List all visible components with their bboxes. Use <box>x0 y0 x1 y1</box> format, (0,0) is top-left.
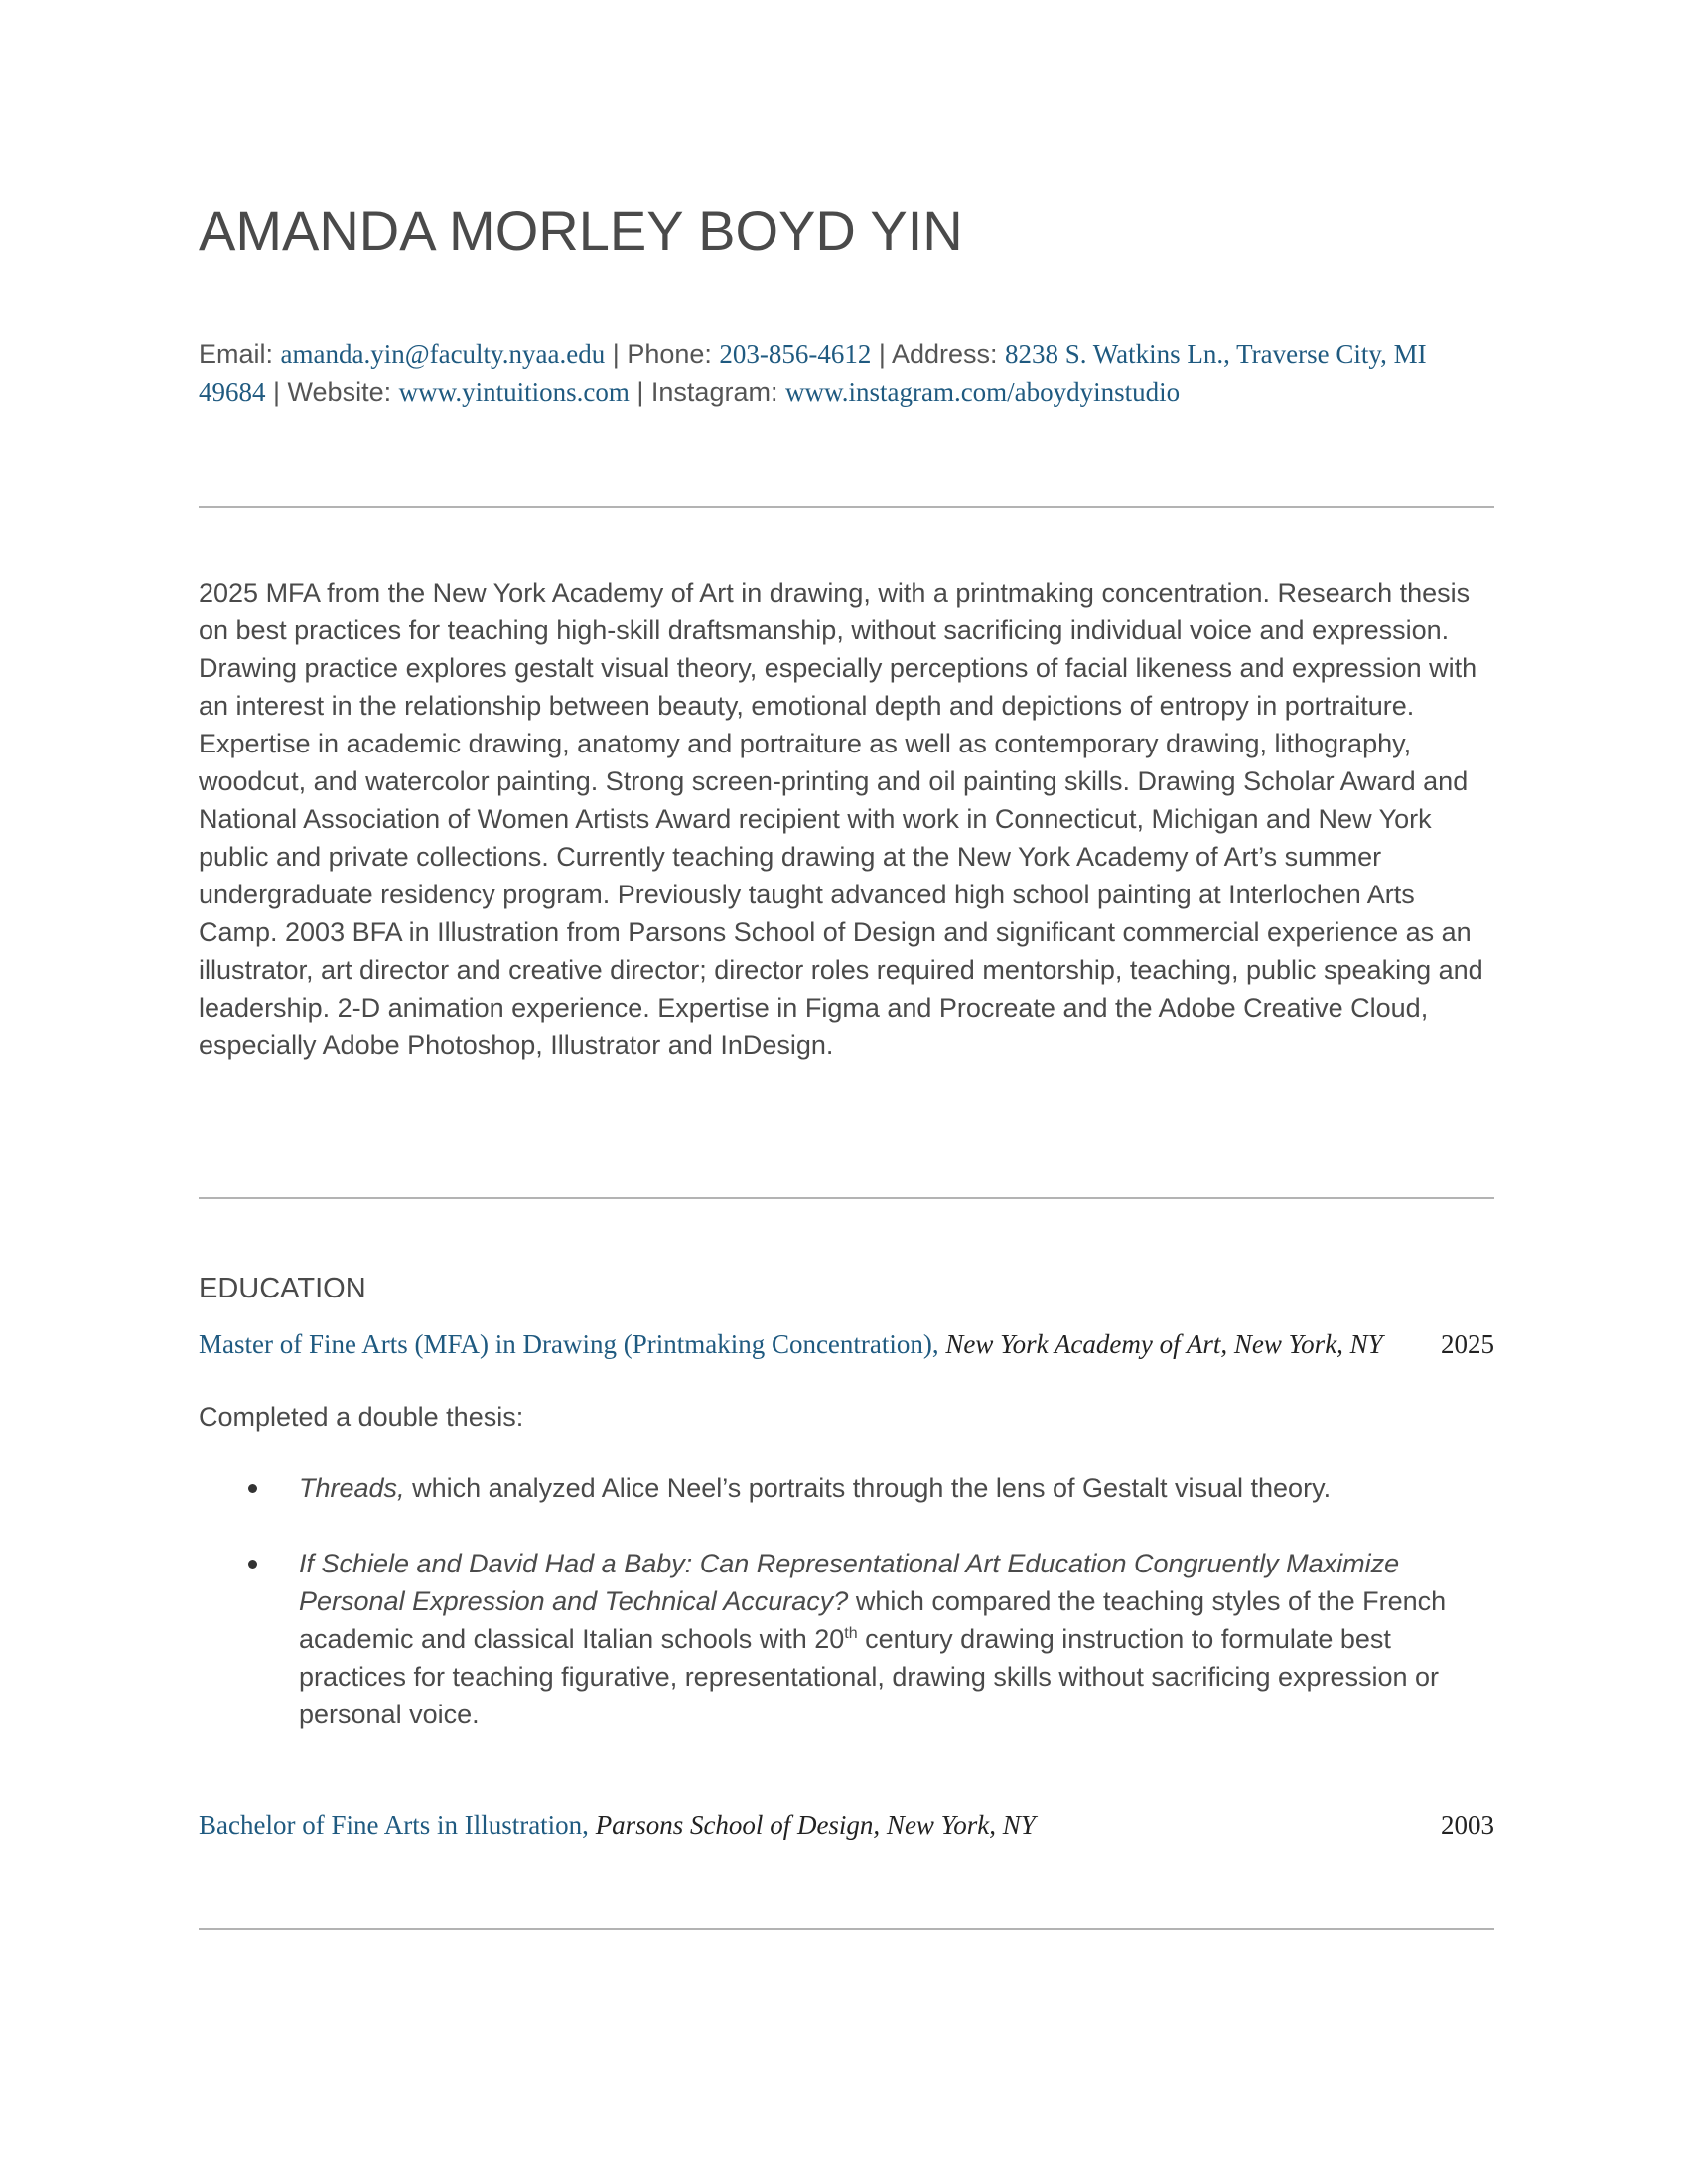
contact-info <box>199 336 1499 411</box>
address-link[interactable]: 8238 S. Watkins Ln., Traverse City, MI 49684 <box>199 340 1427 407</box>
separator: | <box>273 377 281 407</box>
email-link[interactable]: amanda.yin@faculty.nyaa.edu <box>280 340 606 369</box>
mfa-year: 2025 <box>1441 1329 1494 1359</box>
list-item <box>199 1469 1499 1507</box>
bfa-year: 2003 <box>1441 1810 1494 1840</box>
phone-link[interactable]: 203-856-4612 <box>719 340 872 369</box>
divider-2 <box>199 1197 1494 1199</box>
summary-paragraph: 2025 MFA from the New York Academy of Art in drawing, with a printmaking concentration. Research thesis on best practices for teaching high-skill draftsmanship, without sacrificing individual voice and expression. Drawing practice explores gestalt visual theory, especially perceptions of facial likeness and expression with an interest in the relationship between beauty, emotional depth and depictions of entropy in portraiture. Expertise in academic drawing, anatomy and portraiture as well as contemporary drawing, lithography, woodcut, and watercolor painting. Strong screen-printing and oil painting skills. Drawing Scholar Award and National Association of Women Artists Award recipient with work in Connecticut, Michigan and New York public and private collections. Currently teaching drawing at the New York Academy of Art’s summer undergraduate residency program. Previously taught advanced high school painting at Interlochen Arts Camp. 2003 BFA in Illustration from Parsons School of Design and significant commercial experience as an illustrator, art director and creative director; director roles required mentorship, teaching, public speaking and leadership. 2-D animation experience. Expertise in Figma and Procreate and the Adobe Creative Cloud, especially Adobe Photoshop, Illustrator and InDesign. <box>199 578 1483 1060</box>
thesis-description: which analyzed Alice Neel’s portraits through the lens of Gestalt visual theory. <box>412 1473 1332 1503</box>
mfa-institution: New York Academy of Art, New York, NY <box>945 1329 1383 1359</box>
mfa-degree: Master of Fine Arts (MFA) in Drawing (Printmaking Concentration), <box>199 1329 939 1359</box>
thesis-description-cont: century drawing instruction to formulate best practices for teaching figurative, representational, drawing skills without sacrificing expression or personal voice. <box>299 1624 1440 1729</box>
mfa-entry <box>199 1324 1494 1364</box>
website-label: Website: <box>287 377 392 407</box>
divider-3 <box>199 1928 1494 1930</box>
email-label: Email: <box>199 340 274 369</box>
thesis-description: which compared the teaching styles of the French academic and classical Italian schools with 20 <box>299 1586 1447 1654</box>
separator: | <box>878 340 886 369</box>
thesis-intro: Completed a double thesis: <box>199 1402 524 1432</box>
bfa-degree: Bachelor of Fine Arts in Illustration, <box>199 1810 589 1840</box>
instagram-label: Instagram: <box>650 377 778 407</box>
education-heading: EDUCATION <box>199 1273 366 1304</box>
thesis-list <box>199 1469 1499 1771</box>
instagram-link[interactable]: www.instagram.com/aboydyinstudio <box>784 377 1181 407</box>
bfa-institution: Parsons School of Design, New York, NY <box>595 1810 1036 1840</box>
bfa-entry <box>199 1805 1494 1844</box>
separator: | <box>612 340 620 369</box>
list-item <box>199 1545 1499 1733</box>
bullet-icon <box>248 1484 257 1493</box>
thesis-title: Threads, <box>299 1473 405 1503</box>
applicant-name: AMANDA MORLEY BOYD YIN <box>199 200 963 262</box>
separator: | <box>636 377 644 407</box>
address-label: Address: <box>891 340 998 369</box>
website-link[interactable]: www.yintuitions.com <box>398 377 630 407</box>
divider-1 <box>199 506 1494 508</box>
phone-label: Phone: <box>627 340 712 369</box>
thesis-title: If Schiele and David Had a Baby: Can Representational Art Education Congruently Maximize Personal Expression and Technical Accuracy? <box>299 1549 1400 1616</box>
ordinal-suffix: th <box>844 1625 858 1642</box>
bullet-icon <box>248 1560 257 1569</box>
